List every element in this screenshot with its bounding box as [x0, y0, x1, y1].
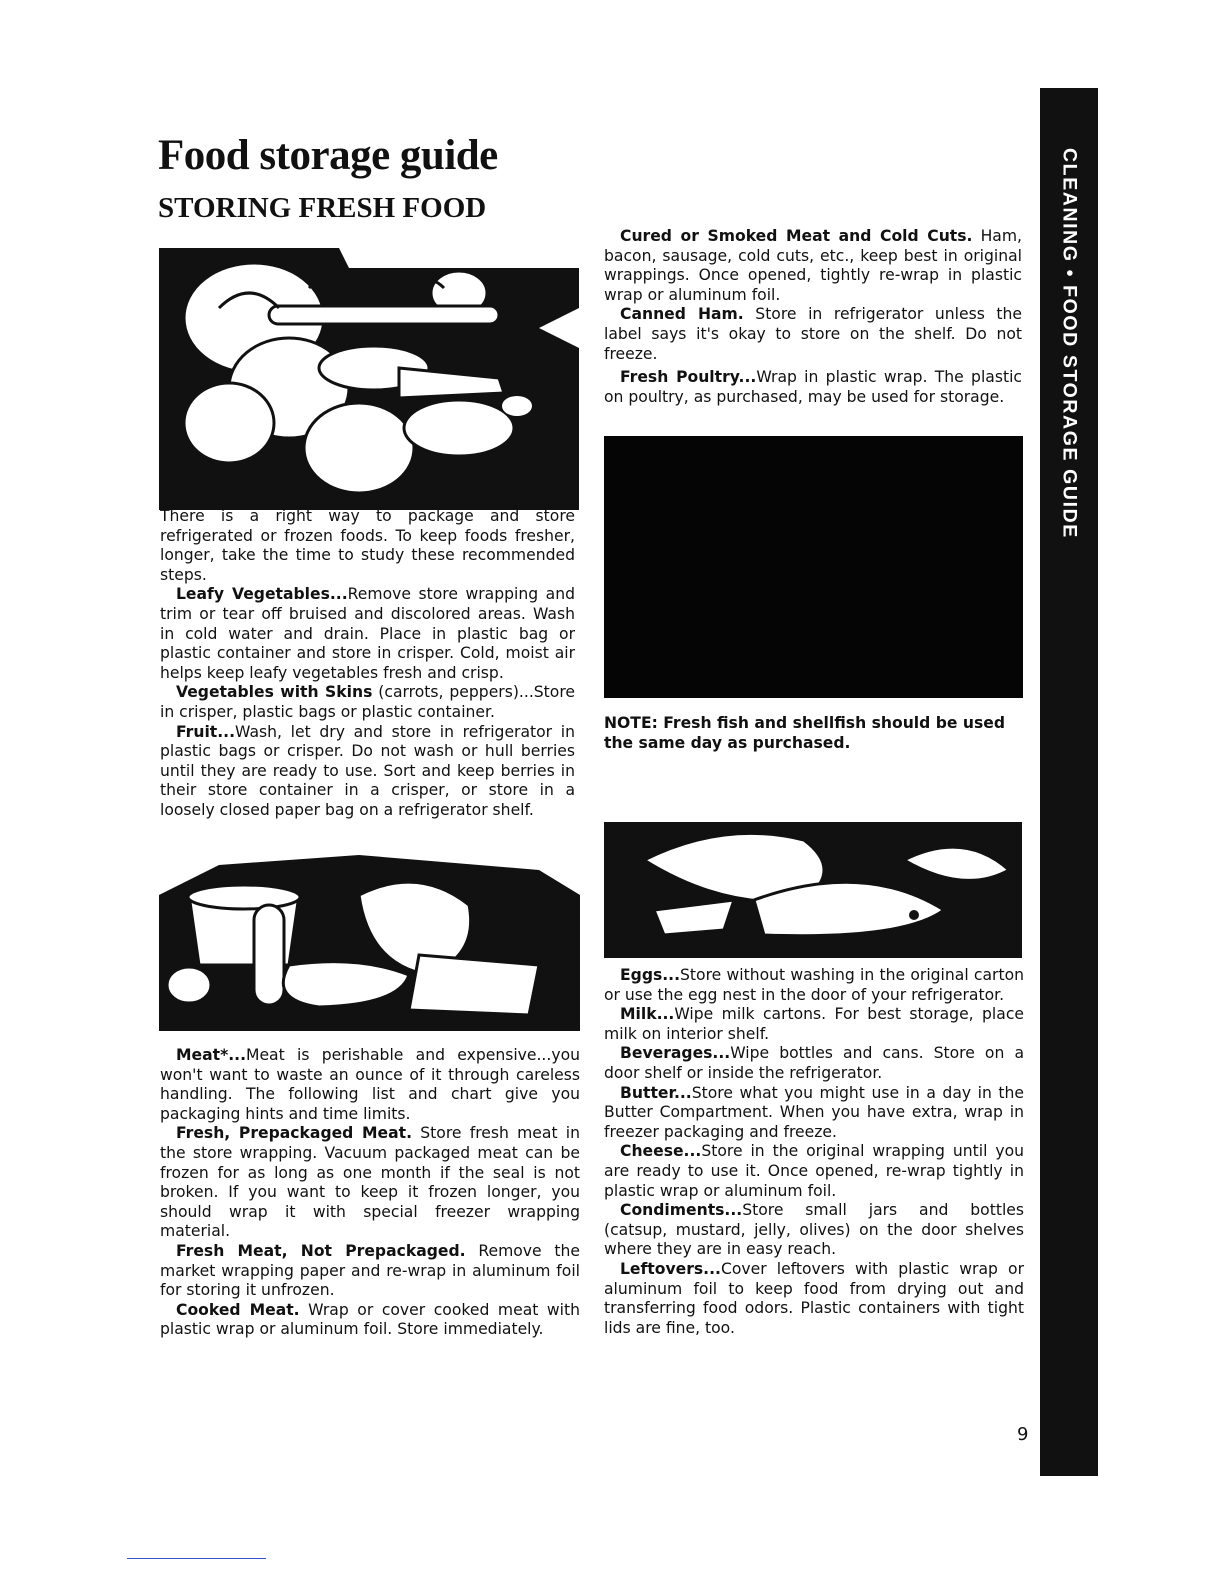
- cheese-label: Cheese...: [620, 1142, 702, 1161]
- cheese-paragraph: Cheese...Store in the original wrapping until you are ready to use it. Once opened, re-wrap tightly in plastic wrap or aluminum foil.: [604, 1142, 1024, 1200]
- right-column-bottom: [604, 966, 1024, 1338]
- cooked-meat-paragraph: Cooked Meat. Wrap or cover cooked meat with plastic wrap or aluminum foil. Store immediately.: [160, 1300, 581, 1339]
- canned-ham-paragraph: Canned Ham. Store in refrigerator unless the label says it's okay to store on the shelf. Do not freeze.: [604, 305, 1022, 363]
- condiments-paragraph: Condiments...Store small jars and bottles (catsup, mustard, jelly, olives) on the door shelves where they are in easy reach.: [604, 1201, 1024, 1259]
- cured-meat-label: Cured or Smoked Meat and Cold Cuts.: [620, 227, 973, 245]
- eggs-label: Eggs...: [620, 966, 681, 984]
- canned-ham-label: Canned Ham.: [620, 305, 744, 324]
- butter-paragraph: Butter...Store what you might use in a day in the Butter Compartment. When you have extra, wrap in freezer packaging and freeze.: [604, 1083, 1024, 1141]
- intro-paragraph: There is a right way to package and store refrigerated or frozen foods. To keep foods fresher, longer, take the time to study these recommended steps.: [160, 507, 575, 584]
- milk-label: Milk...: [620, 1005, 675, 1024]
- prepackaged-meat-label: Fresh, Prepackaged Meat.: [176, 1124, 413, 1143]
- page-title: Food storage guide: [158, 132, 498, 179]
- section-title: STORING FRESH FOOD: [158, 192, 487, 224]
- meat-paragraph: Meat*...Meat is perishable and expensive...you won't want to waste an ounce of it through careless handling. The following list and chart give you packaging hints and time limits.: [160, 1046, 580, 1123]
- vegetables-skins-paragraph: Vegetables with Skins (carrots, peppers)...Store in crisper, plastic bags or plastic container.: [160, 683, 575, 721]
- beverages-paragraph: Beverages...Wipe bottles and cans. Store on a door shelf or inside the refrigerator.: [604, 1044, 1024, 1082]
- side-tab-label: CLEANING • FOOD STORAGE GUIDE: [1058, 148, 1081, 539]
- fruit-paragraph: Fruit...Wash, let dry and store in refrigerator in plastic bags or crisper. Do not wash or hull berries until they are ready to use. Sort and keep berries in their store container in a crisper, or store in a loosely closed paper bag on a refrigerator shelf.: [160, 722, 575, 819]
- prepackaged-meat-paragraph: Fresh, Prepackaged Meat. Store fresh meat in the store wrapping. Vacuum packaged meat can be frozen for as long as one month if the seal is not broken. If you want to keep it frozen longer, you should wrap it with special freezer wrapping material.: [160, 1124, 581, 1241]
- butter-label: Butter...: [620, 1083, 692, 1102]
- vegetables-illustration: [159, 248, 579, 510]
- vegetables-skins-label: Vegetables with Skins: [176, 683, 373, 702]
- fish-illustration: [604, 800, 1022, 958]
- right-column-top: [604, 227, 1022, 407]
- left-column-top: [160, 507, 575, 821]
- meat-illustration: [159, 835, 580, 1031]
- leafy-vegetables-label: Leafy Vegetables...: [176, 585, 348, 604]
- meat-label: Meat*...: [176, 1046, 246, 1064]
- beverages-label: Beverages...: [620, 1044, 731, 1063]
- side-tab: [1040, 88, 1098, 1476]
- footer-rule: [127, 1558, 266, 1559]
- fish-note: NOTE: Fresh fish and shellfish should be used the same day as purchased.: [604, 714, 1006, 752]
- not-prepackaged-meat-label: Fresh Meat, Not Prepackaged.: [176, 1241, 466, 1260]
- left-column-bottom: [160, 1046, 580, 1340]
- leftovers-paragraph: Leftovers...Cover leftovers with plastic wrap or aluminum foil to keep food from drying out and transferring food odors. Plastic containers with tight lids are fine, too.: [604, 1259, 1024, 1337]
- cured-meat-paragraph: Cured or Smoked Meat and Cold Cuts. Ham, bacon, sausage, cold cuts, etc., keep best in original wrappings. Once opened, tightly re-wrap in plastic wrap or aluminum foil.: [604, 227, 1023, 304]
- dark-photo-block: [604, 436, 1023, 698]
- leftovers-label: Leftovers...: [620, 1259, 721, 1278]
- leafy-vegetables-paragraph: Leafy Vegetables...Remove store wrapping and trim or tear off bruised and discolored areas. Wash in cold water and drain. Place in plastic bag or plastic container and store in crisper. Cold, moist air helps keep leafy vegetables fresh and crisp.: [160, 585, 575, 682]
- milk-paragraph: Milk...Wipe milk cartons. For best storage, place milk on interior shelf.: [604, 1005, 1024, 1043]
- fresh-poultry-paragraph: Fresh Poultry...Wrap in plastic wrap. The plastic on poultry, as purchased, may be used for storage.: [604, 368, 1022, 406]
- fresh-poultry-label: Fresh Poultry...: [620, 368, 757, 387]
- not-prepackaged-meat-paragraph: Fresh Meat, Not Prepackaged. Remove the market wrapping paper and re-wrap in aluminum foil for storing it unfrozen.: [160, 1241, 580, 1300]
- cooked-meat-label: Cooked Meat.: [176, 1300, 300, 1319]
- page-number: 9: [1017, 1424, 1029, 1445]
- eggs-paragraph: Eggs...Store without washing in the original carton or use the egg nest in the door of your refrigerator.: [604, 966, 1024, 1004]
- fruit-label: Fruit...: [176, 722, 236, 741]
- condiments-label: Condiments...: [620, 1201, 743, 1220]
